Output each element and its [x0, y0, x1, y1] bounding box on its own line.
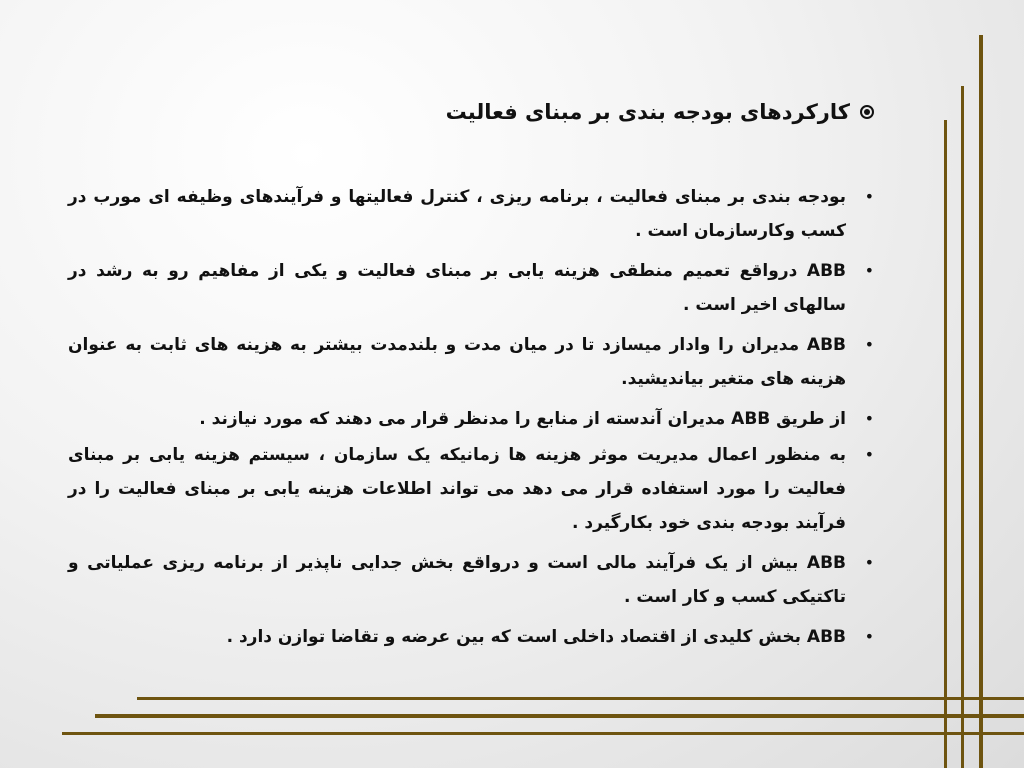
list-item-text: بودجه بندی بر مبنای فعالیت ، برنامه ریزی ، کنترل فعالیتها و فرآیندهای وظیفه ای مورب در کسب وکارسازمان است .: [68, 187, 846, 241]
decor-vertical-line-3: [944, 120, 947, 768]
decor-horizontal-line-1: [137, 697, 1024, 700]
decor-vertical-line-1: [979, 35, 983, 768]
bullet-dot-icon: •: [864, 627, 874, 646]
list-item-text: ABB بخش کلیدی از اقتصاد داخلی است که بین عرضه و تقاضا توازن دارد .: [226, 627, 846, 647]
list-item: [68, 402, 874, 436]
list-item-text: ABB درواقع تعمیم منطقی هزینه یابی بر مبنای فعالیت و یکی از مفاهیم رو به رشد در سالهای اخیر است .: [68, 261, 846, 315]
slide-title-row: [446, 100, 874, 124]
list-item-text: به منظور اعمال مدیریت موثر هزینه ها زمانیکه یک سازمان ، سیستم هزینه یابی بر مبنای فعالیت را مورد استفاده قرار می دهد می تواند اطلاعات هزینه یابی بر مبنای فعالیت را در فرآیند بودجه بندی خود بکارگیرد .: [68, 445, 846, 533]
bullet-list: [68, 180, 874, 654]
slide-title: کارکردهای بودجه بندی بر مبنای فعالیت: [445, 100, 850, 124]
list-item: [68, 328, 874, 396]
bullet-dot-icon: •: [864, 335, 874, 354]
list-item-text: ABB مدیران را وادار میسازد تا در میان مدت و بلندمدت بیشتر به هزینه های ثابت به عنوان هزینه های متغیر بیاندیشید.: [68, 335, 846, 389]
bullet-dot-icon: •: [864, 445, 874, 464]
decor-vertical-line-2: [961, 86, 964, 768]
decor-horizontal-line-3: [62, 732, 1024, 735]
list-item-text: از طریق ABB مدیران آندسته از منابع را مدنظر قرار می دهند که مورد نیازند .: [199, 409, 846, 429]
bullet-dot-icon: •: [864, 409, 874, 428]
list-item: [68, 438, 874, 540]
list-item: [68, 180, 874, 248]
bullet-dot-icon: •: [864, 187, 874, 206]
list-item: [68, 620, 874, 654]
bullet-dot-icon: •: [864, 553, 874, 572]
decor-horizontal-line-2: [95, 714, 1024, 718]
list-item-text: ABB بیش از یک فرآیند مالی است و درواقع بخش جدایی ناپذیر از برنامه ریزی عملیاتی و تاکتیکی کسب و کار است .: [68, 553, 846, 607]
radio-bullet-icon: [860, 105, 874, 119]
list-item: [68, 254, 874, 322]
list-item: [68, 546, 874, 614]
bullet-dot-icon: •: [864, 261, 874, 280]
